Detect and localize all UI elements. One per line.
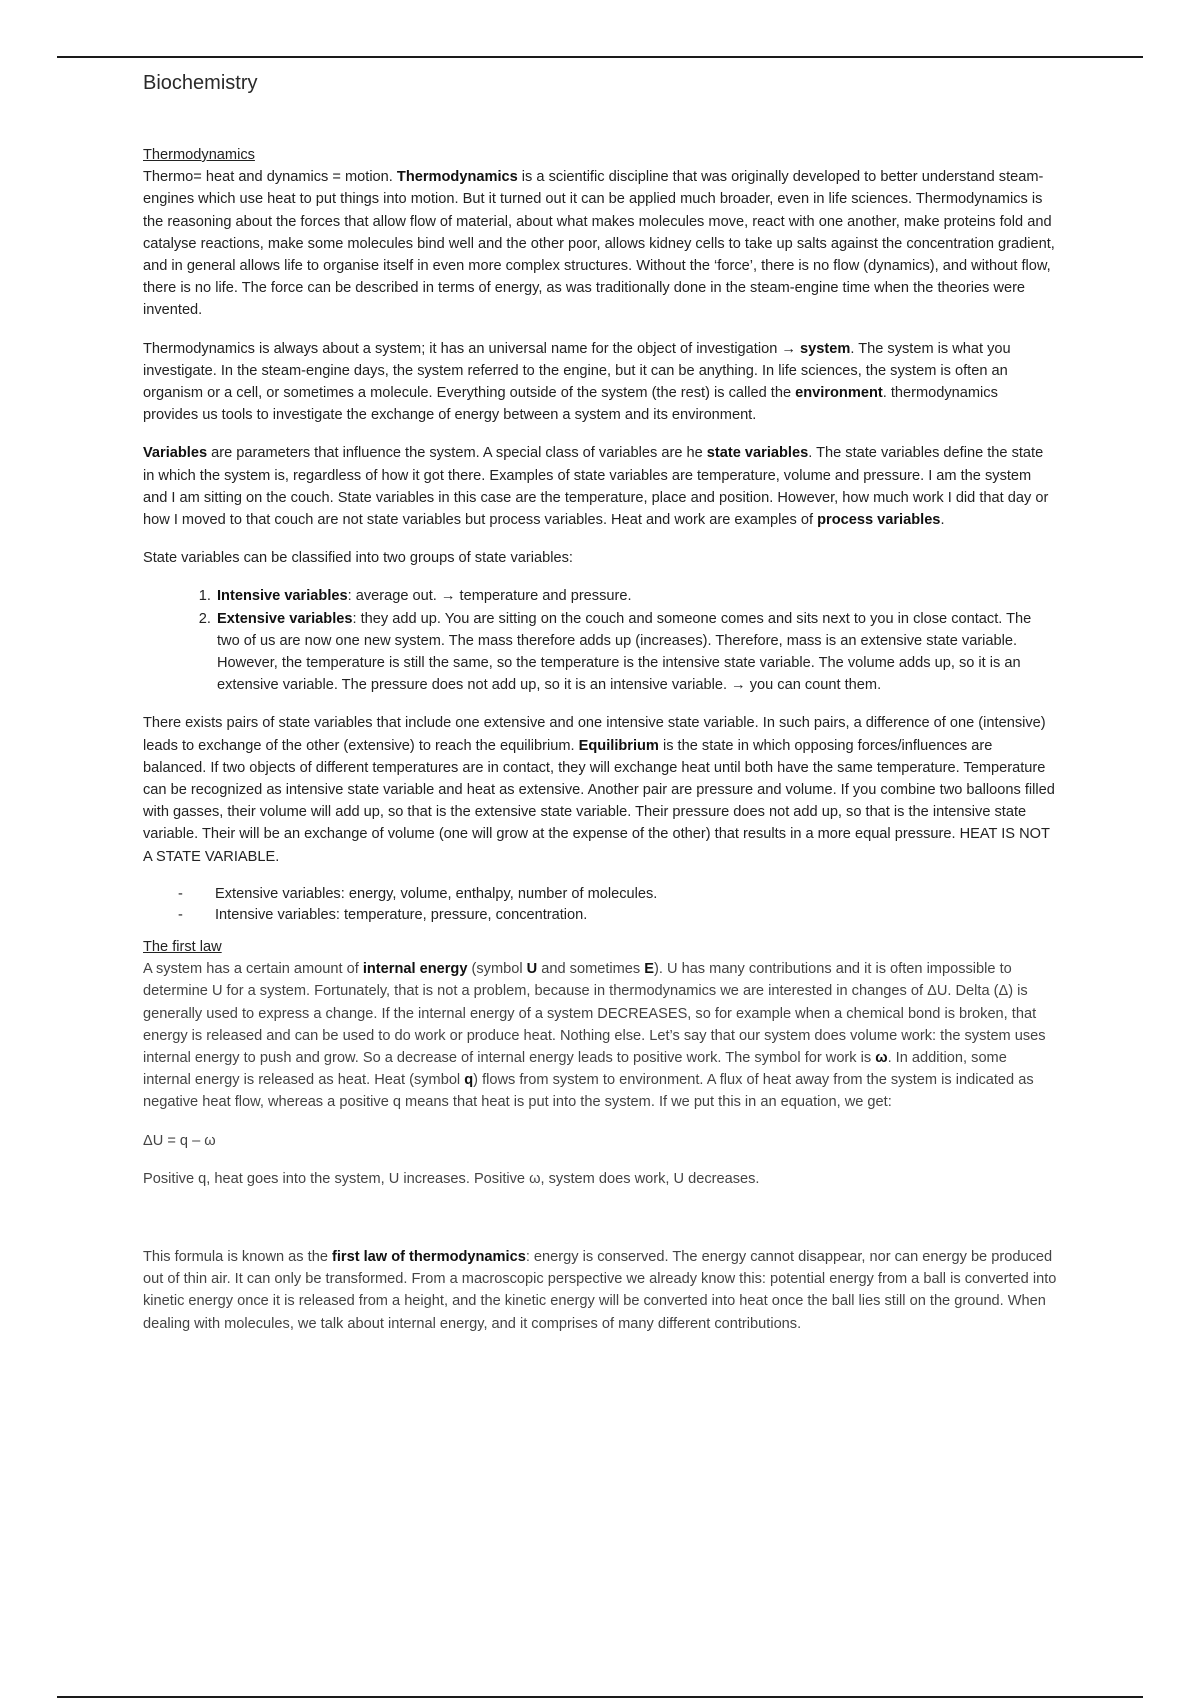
list-item-extensive: 2. Extensive variables: they add up. You are sitting on the couch and someone comes and sits next to you in close contact. The two of us are now one new system. The mass therefore adds up (increases). Therefore, mass is an extensive state variable. However, the temperature is still the same, so the temperature is the intensive state variable. The volume adds up, so it is an extensive variable. The pressure does not add up, so it is an intensive variable. → you can count them.: [215, 608, 1057, 697]
spacer: [143, 1206, 1057, 1246]
paragraph-variables: Variables are parameters that influence the system. A special class of variables are he state variables. The state variables define the state in which the system is, regardless of how it got there. Examples of state variables are temperature, volume and pressure. I am the system and I am sitting on the couch. State variables in this case are the temperature, place and position. However, how much work I did that day or how I moved to that couch are not state variables but process variables. Heat and work are examples of process variables.: [143, 445, 1049, 529]
paragraph-sign-convention: Positive q, heat goes into the system, U increases. Positive ω, system does work, U decreases.: [143, 1170, 760, 1187]
paragraph-system: Thermodynamics is always about a system; it has an universal name for the object of investigation → system. The system is what you investigate. In the steam-engine days, the system referred to the engine, but it can be anything. In life sciences, the system is often an organism or a cell, or sometimes a molecule. Everything outside of the system (the rest) is called the environment. thermodynamics provides us tools to investigate the exchange of energy between a system and its environment.: [143, 340, 1011, 424]
paragraph-conservation: This formula is known as the first law of thermodynamics: energy is conserved. The energy cannot disappear, nor can energy be produced out of thin air. It can only be transformed. From a macroscopic perspective we already know this: potential energy from a ball is converted into kinetic energy once it is released from a height, and the kinetic energy will be converted into heat once the ball lies still on the ground. When dealing with molecules, we talk about internal energy, and it comprises of many different contributions.: [143, 1248, 1057, 1332]
dash-list-variables: [143, 884, 1057, 926]
paragraph-internal-energy: A system has a certain amount of internal energy (symbol U and sometimes E). U has many contributions and it is often impossible to determine U for a system. Fortunately, that is not a problem, because in thermodynamics we are interested in changes of ΔU. Delta (Δ) is generally used to express a change. If the internal energy of a system DECREASES, so for example when a chemical bond is broken, that energy is released and can be used to do work or produce heat. Nothing else. Let’s say that our system does volume work: the system uses internal energy to push and grow. So a decrease of internal energy leads to positive work. The symbol for work is ω. In addition, some internal energy is released as heat. Heat (symbol q) flows from system to environment. A flux of heat away from the system is indicated as negative heat flow, whereas a positive q means that heat is put into the system. If we put this in an equation, we get:: [143, 961, 1046, 1111]
numbered-list-variables: [143, 585, 1057, 696]
list-item-extensive-examples: - Extensive variables: energy, volume, enthalpy, number of molecules.: [215, 884, 1057, 905]
header-title: Biochemistry: [143, 72, 258, 94]
list-item-intensive-examples: - Intensive variables: temperature, pressure, concentration.: [215, 905, 1057, 926]
footer-rule: [57, 1696, 1143, 1698]
section-heading-first-law: The first law: [143, 938, 222, 955]
paragraph-thermo-intro: Thermo= heat and dynamics = motion. Thermodynamics is a scientific discipline that was originally developed to better understand steam-engines which use heat to put things into motion. But it turned out it can be applied much broader, even in life sciences. Thermodynamics is the reasoning about the forces that allow flow of material, about what makes molecules move, react with one another, make proteins fold and catalyse reactions, make some molecules bind well and the other poor, allows kidney cells to take up salts against the concentration gradient, and in general allows life to organise itself in even more complex structures. Without the ‘force’, there is no flow (dynamics), and without flow, there is no life. The force can be described in terms of energy, as was traditionally done in the steam-engine time when the theories were invented.: [143, 169, 1055, 319]
paragraph-classification: State variables can be classified into two groups of state variables:: [143, 550, 573, 567]
header-rule: [57, 56, 1143, 58]
section-heading-thermodynamics: Thermodynamics: [143, 147, 255, 163]
list-item-intensive: 1. Intensive variables: average out. → temperature and pressure.: [215, 585, 1057, 607]
equation-first-law: ΔU = q – ω: [143, 1132, 216, 1149]
paragraph-equilibrium: There exists pairs of state variables that include one extensive and one intensive state variable. In such pairs, a difference of one (intensive) leads to exchange of the other (extensive) to reach the equilibrium. Equilibrium is the state in which opposing forces/influences are balanced. If two objects of different temperatures are in contact, they will exchange heat until both have the same temperature. Temperature can be recognized as intensive state variable and heat as extensive. Another pair are pressure and volume. If you combine two balloons filled with gasses, their volume will add up, so that is the extensive state variable. Their pressure does not add up, so that is the intensive state variable. Their will be an exchange of volume (one will grow at the expense of the other) that results in a more equal pressure. HEAT IS NOT A STATE VARIABLE.: [143, 715, 1055, 865]
document-body: [143, 144, 1057, 1351]
